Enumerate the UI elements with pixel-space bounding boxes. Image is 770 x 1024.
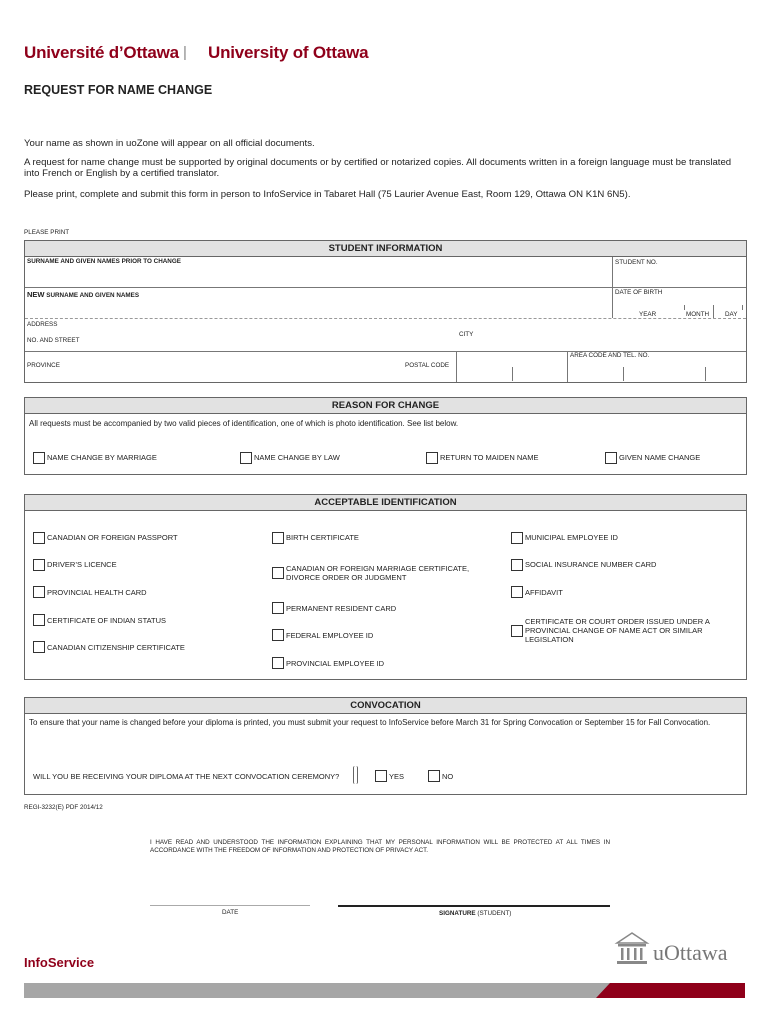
maiden-name-checkbox[interactable] xyxy=(426,452,438,464)
marriage-label: NAME CHANGE BY MARRIAGE xyxy=(47,453,157,462)
reason-note: All requests must be accompanied by two valid pieces of identification, one of which is photo identification. See list below. xyxy=(29,419,459,428)
please-print-note: PLEASE PRINT xyxy=(24,229,70,236)
city-label: CITY xyxy=(459,331,474,338)
court-order-checkbox[interactable] xyxy=(511,625,523,637)
no-checkbox[interactable] xyxy=(428,770,440,782)
student-information-header: STUDENT INFORMATION xyxy=(25,241,746,257)
indian-status-label: CERTIFICATE OF INDIAN STATUS xyxy=(47,616,167,625)
signature-label: SIGNATURE (STUDENT) xyxy=(439,910,512,917)
health-card-label: PROVINCIAL HEALTH CARD xyxy=(47,588,147,597)
marriage-certificate-checkbox[interactable] xyxy=(272,567,284,579)
provincial-id-checkbox[interactable] xyxy=(272,657,284,669)
municipal-id-checkbox[interactable] xyxy=(511,532,523,544)
student-no-label: STUDENT NO. xyxy=(615,259,658,266)
page-title: REQUEST FOR NAME CHANGE xyxy=(24,83,213,97)
marriage-checkbox[interactable] xyxy=(33,452,45,464)
intro-paragraph-3: Please print, complete and submit this form in person to InfoService in Tabaret Hall (75 Laurier Avenue East, Room 129, Ottawa ON K1N 6N5). xyxy=(24,189,631,200)
province-label: PROVINCE xyxy=(27,362,60,369)
drivers-licence-checkbox[interactable] xyxy=(33,559,45,571)
citizenship-checkbox[interactable] xyxy=(33,641,45,653)
intro-paragraph-1: Your name as shown in uoZone will appear on all official documents. xyxy=(24,138,315,149)
law-checkbox[interactable] xyxy=(240,452,252,464)
address-label: ADDRESS xyxy=(27,321,58,328)
convocation-section xyxy=(24,697,747,795)
identification-section xyxy=(24,494,747,680)
yes-checkbox[interactable] xyxy=(375,770,387,782)
no-label: NO xyxy=(442,772,454,781)
convocation-question: WILL YOU BE RECEIVING YOUR DIPLOMA AT THE NEXT CONVOCATION CEREMONY? xyxy=(33,772,340,781)
citizenship-label: CANADIAN CITIZENSHIP CERTIFICATE xyxy=(47,643,185,652)
sin-card-label: SOCIAL INSURANCE NUMBER CARD xyxy=(525,560,657,569)
question-marker xyxy=(353,766,358,784)
form-code: REGI-3232(E) PDF 2014/12 xyxy=(24,804,103,811)
infoservice-logo: InfoService xyxy=(24,955,95,970)
date-label: DATE xyxy=(222,909,239,916)
passport-checkbox[interactable] xyxy=(33,532,45,544)
drivers-licence-label: DRIVER’S LICENCE xyxy=(47,560,117,569)
provincial-id-label: PROVINCIAL EMPLOYEE ID xyxy=(286,659,385,668)
convocation-note: To ensure that your name is changed before your diploma is printed, you must submit your request to InfoService before March 31 for Spring Convocation or September 15 for Fall Convocation. xyxy=(29,718,711,727)
birth-certificate-label: BIRTH CERTIFICATE xyxy=(286,533,359,542)
passport-label: CANADIAN OR FOREIGN PASSPORT xyxy=(47,533,178,542)
sin-card-checkbox[interactable] xyxy=(511,559,523,571)
birth-certificate-checkbox[interactable] xyxy=(272,532,284,544)
privacy-declaration: I HAVE READ AND UNDERSTOOD THE INFORMATION EXPLAINING THAT MY PERSONAL INFORMATION WILL BE PROTECTED AT ALL TIMES IN ACCORDANCE WITH THE FREEDOM OF INFORMATION AND PROTECTION OF PRIVACY ACT. xyxy=(150,839,610,854)
brand-french: Université d’Ottawa xyxy=(24,43,179,62)
given-name-label: GIVEN NAME CHANGE xyxy=(619,453,701,462)
affidavit-checkbox[interactable] xyxy=(511,586,523,598)
reason-section xyxy=(24,397,747,475)
reason-header: REASON FOR CHANGE xyxy=(25,398,746,414)
given-name-checkbox[interactable] xyxy=(605,452,617,464)
indian-status-checkbox[interactable] xyxy=(33,614,45,626)
maiden-name-label: RETURN TO MAIDEN NAME xyxy=(440,453,539,462)
municipal-id-label: MUNICIPAL EMPLOYEE ID xyxy=(525,533,618,542)
uottawa-logo: uOttawa xyxy=(653,940,728,965)
brand-separator: | xyxy=(183,44,187,61)
federal-id-label: FEDERAL EMPLOYEE ID xyxy=(286,631,374,640)
identification-header: ACCEPTABLE IDENTIFICATION xyxy=(25,495,746,511)
footer-bar-accent-slant xyxy=(596,983,610,998)
permanent-resident-label: PERMANENT RESIDENT CARD xyxy=(286,604,397,613)
building-icon xyxy=(614,930,650,966)
surname-prior-label: SURNAME AND GIVEN NAMES PRIOR TO CHANGE xyxy=(27,258,181,265)
intro-paragraph-2: A request for name change must be supported by original documents or by certified or notarized copies. All documents written in a foreign language must be translated into French or English by a certified translator. xyxy=(24,157,732,179)
postal-code-label: POSTAL CODE xyxy=(405,362,450,369)
federal-id-checkbox[interactable] xyxy=(272,629,284,641)
year-label: YEAR xyxy=(639,311,657,318)
no-street-label: NO. AND STREET xyxy=(27,337,80,344)
court-order-label: CERTIFICATE OR COURT ORDER ISSUED UNDER A PROVINCIAL CHANGE OF NAME ACT OR SIMILAR LEGISLATION xyxy=(525,617,710,644)
health-card-checkbox[interactable] xyxy=(33,586,45,598)
area-tel-label: AREA CODE AND TEL. NO. xyxy=(570,352,650,359)
day-label: DAY xyxy=(725,311,738,318)
month-label: MONTH xyxy=(686,311,710,318)
new-names-label: NEW SURNAME AND GIVEN NAMES xyxy=(27,290,140,299)
yes-label: YES xyxy=(389,772,405,781)
law-label: NAME CHANGE BY LAW xyxy=(254,453,340,462)
convocation-header: CONVOCATION xyxy=(25,698,746,714)
brand-english: University of Ottawa xyxy=(208,43,369,62)
affidavit-label: AFFIDAVIT xyxy=(525,588,563,597)
footer-bar-accent xyxy=(610,983,745,998)
student-information-section xyxy=(24,240,747,383)
marriage-certificate-label: CANADIAN OR FOREIGN MARRIAGE CERTIFICATE, DIVORCE ORDER OR JUDGMENT xyxy=(286,564,470,582)
permanent-resident-checkbox[interactable] xyxy=(272,602,284,614)
date-of-birth-label: DATE OF BIRTH xyxy=(615,289,663,296)
